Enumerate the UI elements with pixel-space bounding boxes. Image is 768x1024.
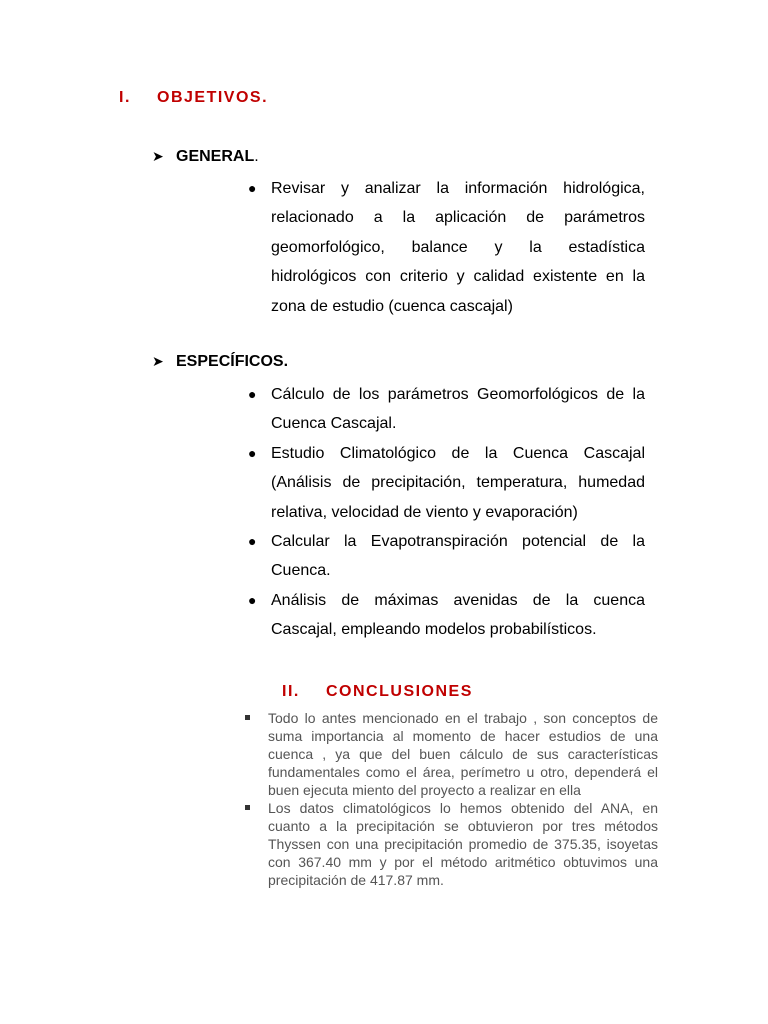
section-title: OBJETIVOS. — [157, 89, 269, 106]
conclusions-list — [243, 709, 658, 889]
subheading-label: ESPECÍFICOS. — [176, 353, 289, 370]
list-item — [245, 586, 645, 645]
list-item-text: Análisis de máximas avenidas de la cuenca Cascajal, empleando modelos probabilísticos. — [271, 591, 645, 639]
square-bullet-icon — [245, 715, 250, 720]
list-item — [245, 380, 645, 439]
section-number: II. — [282, 683, 300, 700]
list-item-text: Todo lo antes mencionado en el trabajo , son conceptos de suma importancia al momento de hacer estudios de una cuenca , ya que del buen cálculo de sus características fundamentales como el área, perímetro u otro, dependerá el buen ejecuta miento del proyecto a realizar en ella — [268, 710, 658, 798]
subheading-label: GENERAL — [176, 148, 255, 165]
bullet-icon: ● — [248, 180, 257, 196]
list-item — [243, 799, 658, 889]
list-item-text: Revisar y analizar la información hidrológica, relacionado a la aplicación de parámetros geomorfológico, balance y la estadística hidrológicos con criterio y calidad existente en la zona de estudio (cuenca cascajal) — [271, 180, 645, 315]
list-item — [245, 174, 645, 321]
section-number: I. — [119, 89, 131, 106]
list-item-text: Los datos climatológicos lo hemos obtenido del ANA, en cuanto a la precipitación se obtuvieron por tres métodos Thyssen con una precipitación promedio de 375.35, isoyetas con 367.40 mm y por el método aritmético obtuvimos una precipitación de 417.87 mm. — [268, 800, 658, 888]
arrow-bullet-icon: ➤ — [152, 148, 164, 164]
subheading-especificos — [152, 353, 288, 371]
arrow-bullet-icon: ➤ — [152, 353, 164, 369]
general-list — [245, 174, 645, 321]
section-heading-objetivos — [119, 89, 268, 107]
bullet-icon: ● — [248, 444, 257, 461]
list-item — [243, 709, 658, 799]
subheading-punct: . — [254, 148, 259, 165]
square-bullet-icon — [245, 805, 250, 810]
section-heading-conclusiones — [282, 683, 473, 701]
section-title: CONCLUSIONES — [326, 683, 473, 700]
list-item — [245, 439, 645, 527]
bullet-icon: ● — [248, 533, 257, 550]
subheading-general — [152, 148, 259, 166]
list-item-text: Cálculo de los parámetros Geomorfológicos de la Cuenca Cascajal. — [271, 386, 645, 433]
bullet-icon: ● — [248, 591, 257, 608]
list-item — [245, 527, 645, 586]
bullet-icon: ● — [248, 386, 257, 402]
especificos-list — [245, 380, 645, 645]
list-item-text: Estudio Climatológico de la Cuenca Cascajal (Análisis de precipitación, temperatura, humedad relativa, velocidad de viento y evaporación) — [271, 444, 645, 521]
list-item-text: Calcular la Evapotranspiración potencial de la Cuenca. — [271, 533, 645, 580]
